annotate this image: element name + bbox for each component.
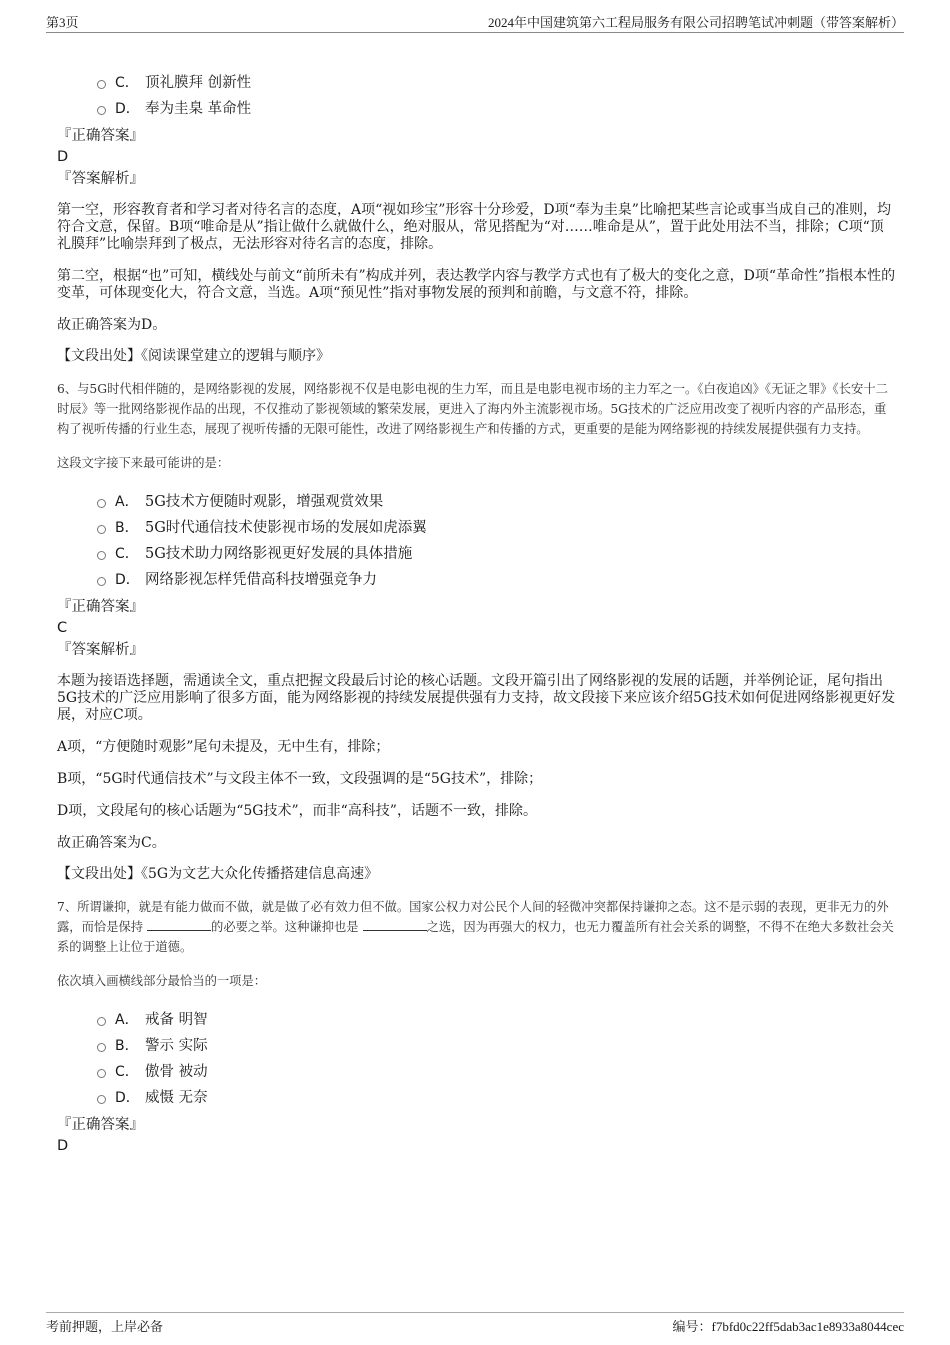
radio-icon[interactable] — [97, 80, 106, 89]
q6-analysis-conclusion: 故正确答案为C。 — [57, 835, 166, 851]
radio-icon[interactable] — [97, 499, 106, 508]
q6-analysis-paragraph: A项，“方便随时观影”尾句未提及，无中生有，排除； — [57, 739, 390, 755]
q5-answer: D — [57, 149, 69, 165]
q5-analysis-paragraph: 第二空，根据“也”可知，横线处与前文“前所未有”构成并列，表达教学内容与教学方式也有了极大的变化之意，D项“革命性”指根本性的变革，可体现变化大，符合文意，当选。A项“预见性”指对事物发展的预判和前瞻，与文意不符，排除。 — [57, 268, 896, 301]
radio-icon[interactable] — [97, 106, 106, 115]
q6-option-c[interactable]: C． 5G技术助力网络影视更好发展的具体措施 — [57, 541, 897, 567]
q7-answer: D — [57, 1138, 69, 1154]
q6-option-a[interactable]: A． 5G技术方便随时观影，增强观赏效果 — [57, 489, 897, 515]
radio-icon[interactable] — [97, 525, 106, 534]
q5-source: 【文段出处】《阅读课堂建立的逻辑与顺序》 — [57, 348, 330, 364]
page-header — [46, 12, 904, 33]
q6-answer-label: 『正确答案』 — [57, 599, 144, 615]
radio-icon[interactable] — [97, 1017, 106, 1026]
radio-icon[interactable] — [97, 551, 106, 560]
q7-options — [57, 1007, 897, 1111]
q6-analysis-paragraph: B项，“5G时代通信技术”与文段主体不一致，文段强调的是“5G技术”，排除； — [57, 771, 543, 787]
document-id: 编号：f7bfd0c22ff5dab3ac1e8933a8044cec — [672, 1319, 904, 1334]
q7-option-c[interactable]: C． 傲骨 被动 — [57, 1059, 897, 1085]
q6-option-b[interactable]: B． 5G时代通信技术使影视市场的发展如虎添翼 — [57, 515, 897, 541]
document-title: 2024年中国建筑第六工程局服务有限公司招聘笔试冲刺题（带答案解析） — [487, 15, 904, 30]
radio-icon[interactable] — [97, 1069, 106, 1078]
q7-stem: 7、所谓谦抑，就是有能力做而不做，就是做了必有效力但不做。国家公权力对公民个人间的轻微冲突都保持谦抑之态。这不是示弱的表现，更非无力的外露，而恰是保持 的必要之举。这种谦抑也是 之选，因为再强大的权力，也无力覆盖所有社会关系的调整，不得不在绝大多数社会关系的调整上让位于道德。 — [57, 900, 894, 954]
q6-stem: 6、与5G时代相伴随的，是网络影视的发展，网络影视不仅是电影电视的生力军，而且是电影电视市场的主力军之一。《白夜追凶》《无证之罪》《长安十二时辰》等一批网络影视作品的出现，不仅推动了影视领域的繁荣发展，更进入了海内外主流影视市场。5G技术的广泛应用改变了视听内容的产品形态，重构了视听传播的行业生态，展现了视听传播的无限可能性，改进了网络影视生产和传播的方式，更重要的是能为网络影视的持续发展提供强有力支持。 — [57, 382, 888, 436]
fill-blank — [363, 918, 427, 931]
q5-analysis-paragraph: 第一空，形容教育者和学习者对待名言的态度，A项“视如珍宝”形容十分珍爱，D项“奉为圭臬”比喻把某些言论或事当成自己的准则，均符合文意，保留。B项“唯命是从”指让做什么就做什么，绝对服从，常见搭配为“对……唯命是从”，置于此处用法不当，排除；C项“顶礼膜拜”比喻崇拜到了极点，无法形容对待名言的态度，排除。 — [57, 202, 891, 252]
q5-option-c[interactable]: C． 顶礼膜拜 创新性 — [57, 70, 897, 96]
q5-options — [57, 70, 897, 122]
q5-analysis-conclusion: 故正确答案为D。 — [57, 317, 167, 333]
q7-option-a[interactable]: A． 戒备 明智 — [57, 1007, 897, 1033]
page-content — [57, 70, 897, 1156]
footer-slogan: 考前押题，上岸必备 — [46, 1319, 164, 1334]
page-footer — [46, 1312, 904, 1335]
q6-prompt: 这段文字接下来最可能讲的是： — [57, 456, 230, 470]
q7-option-d[interactable]: D． 威慑 无奈 — [57, 1085, 897, 1111]
fill-blank — [147, 918, 211, 931]
q6-analysis-label: 『答案解析』 — [57, 642, 144, 658]
q7-option-b[interactable]: B． 警示 实际 — [57, 1033, 897, 1059]
page-number: 第3页 — [46, 15, 79, 30]
q6-options — [57, 489, 897, 593]
q6-analysis-paragraph: 本题为接语选择题，需通读全文，重点把握文段最后讨论的核心话题。文段开篇引出了网络影视的发展的话题，并举例论证，尾句指出5G技术的广泛应用影响了很多方面，能为网络影视的持续发展提供强有力支持，故文段接下来应该介绍5G技术如何促进网络影视更好发展，对应C项。 — [57, 673, 896, 723]
radio-icon[interactable] — [97, 1095, 106, 1104]
q7-prompt: 依次填入画横线部分最恰当的一项是： — [57, 974, 267, 988]
radio-icon[interactable] — [97, 577, 106, 586]
q6-analysis-paragraph: D项，文段尾句的核心话题为“5G技术”，而非“高科技”，话题不一致，排除。 — [57, 803, 537, 819]
q5-option-d[interactable]: D． 奉为圭臬 革命性 — [57, 96, 897, 122]
q5-answer-label: 『正确答案』 — [57, 128, 144, 144]
q5-analysis-label: 『答案解析』 — [57, 171, 144, 187]
q6-source: 【文段出处】《5G为文艺大众化传播搭建信息高速》 — [57, 866, 379, 882]
q7-answer-label: 『正确答案』 — [57, 1117, 144, 1133]
q6-option-d[interactable]: D． 网络影视怎样凭借高科技增强竞争力 — [57, 567, 897, 593]
radio-icon[interactable] — [97, 1043, 106, 1052]
q6-answer: C — [57, 620, 68, 636]
